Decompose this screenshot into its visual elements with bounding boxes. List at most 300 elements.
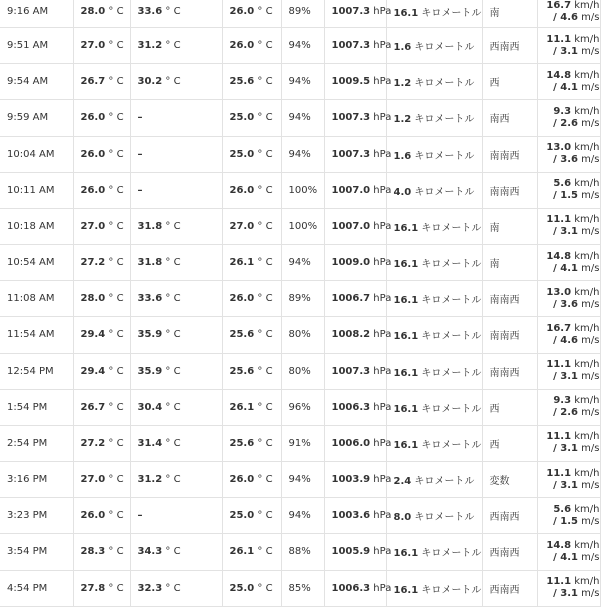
wind-speed-kmh bbox=[546, 70, 599, 81]
time-cell bbox=[0, 317, 73, 353]
celsius-unit: C bbox=[265, 220, 273, 232]
temperature-value: 27.2 bbox=[80, 437, 106, 449]
celsius-unit: C bbox=[116, 582, 124, 594]
pressure-cell bbox=[324, 28, 392, 64]
time-cell bbox=[0, 462, 73, 498]
celsius-unit: C bbox=[173, 76, 181, 88]
dew-point-cell bbox=[222, 389, 281, 425]
wind-speed-ms bbox=[545, 190, 600, 202]
ms-unit: m/s bbox=[581, 479, 600, 491]
heat-index-value: – bbox=[137, 112, 143, 124]
heat-index-cell bbox=[130, 64, 222, 100]
dew-point-cell bbox=[222, 172, 281, 208]
degree-sign: ° bbox=[165, 329, 171, 341]
wind-direction-value: 西南西 bbox=[489, 548, 520, 560]
ms-unit: m/s bbox=[581, 226, 600, 238]
dew-point-cell bbox=[222, 64, 281, 100]
dew-point-cell bbox=[222, 498, 281, 534]
wind-speed-ms bbox=[545, 443, 600, 455]
temperature-cell bbox=[73, 353, 130, 389]
visibility-cell bbox=[386, 570, 482, 606]
heat-index-value: 30.2 bbox=[137, 76, 163, 88]
celsius-unit: C bbox=[116, 510, 124, 522]
humidity-cell bbox=[281, 498, 324, 534]
temperature-value: 28.3 bbox=[80, 546, 106, 558]
time-cell bbox=[0, 353, 73, 389]
visibility-value: 8.0 bbox=[393, 512, 412, 524]
visibility-cell bbox=[386, 100, 482, 136]
temperature-cell bbox=[73, 172, 130, 208]
wind-direction-cell bbox=[482, 389, 537, 425]
degree-sign: ° bbox=[257, 76, 263, 88]
kmh-unit: km/h bbox=[574, 178, 600, 190]
dew-point-value: 26.1 bbox=[229, 257, 255, 269]
ms-unit: m/s bbox=[581, 443, 600, 455]
time-value: 4:54 PM bbox=[7, 582, 48, 594]
wind-kmh-value: 11.1 bbox=[546, 214, 572, 226]
degree-sign: ° bbox=[257, 365, 263, 377]
wind-kmh-value: 11.1 bbox=[546, 467, 572, 479]
visibility-cell bbox=[386, 389, 482, 425]
visibility-value: 16.1 bbox=[393, 222, 419, 234]
pressure-value: 1007.3 bbox=[331, 365, 371, 377]
visibility-cell bbox=[386, 172, 482, 208]
temperature-cell bbox=[73, 100, 130, 136]
dew-point-value: 26.0 bbox=[229, 474, 255, 486]
wind-direction-cell bbox=[482, 100, 537, 136]
ms-unit: m/s bbox=[581, 371, 600, 383]
degree-sign: ° bbox=[257, 582, 263, 594]
degree-sign: ° bbox=[108, 76, 114, 88]
humidity-value: 96% bbox=[288, 401, 311, 413]
time-cell bbox=[0, 136, 73, 172]
celsius-unit: C bbox=[116, 40, 124, 52]
celsius-unit: C bbox=[265, 510, 273, 522]
dew-point-value: 25.0 bbox=[229, 510, 255, 522]
wind-speed-kmh bbox=[553, 395, 599, 406]
hpa-unit: hPa bbox=[373, 6, 392, 17]
humidity-cell bbox=[281, 281, 324, 317]
wind-ms-value: / 3.1 bbox=[553, 479, 578, 491]
wind-speed-ms bbox=[545, 552, 600, 564]
dew-point-cell bbox=[222, 136, 281, 172]
heat-index-cell bbox=[130, 570, 222, 606]
temperature-value: 29.4 bbox=[80, 329, 106, 341]
wind-direction-cell bbox=[482, 570, 537, 606]
time-value: 9:54 AM bbox=[7, 76, 49, 88]
wind-speed-kmh bbox=[546, 431, 599, 442]
hpa-unit: hPa bbox=[373, 293, 392, 305]
table-row bbox=[0, 245, 600, 281]
wind-direction-cell bbox=[482, 498, 537, 534]
wind-ms-value: / 3.1 bbox=[553, 371, 578, 383]
celsius-unit: C bbox=[265, 148, 273, 160]
wind-direction-value: 西南西 bbox=[489, 512, 520, 524]
hpa-unit: hPa bbox=[373, 76, 392, 88]
wind-ms-value: / 1.5 bbox=[553, 190, 578, 202]
degree-sign: ° bbox=[165, 437, 171, 449]
wind-kmh-value: 5.6 bbox=[553, 178, 572, 190]
table-row bbox=[0, 389, 600, 425]
degree-sign: ° bbox=[108, 6, 114, 17]
celsius-unit: C bbox=[173, 40, 181, 52]
visibility-cell bbox=[386, 281, 482, 317]
ms-unit: m/s bbox=[581, 81, 600, 93]
km-unit: キロメートル bbox=[421, 331, 482, 343]
time-value: 2:54 PM bbox=[7, 437, 48, 449]
visibility-value: 1.2 bbox=[393, 78, 412, 90]
celsius-unit: C bbox=[173, 293, 181, 305]
km-unit: キロメートル bbox=[421, 403, 482, 415]
wind-ms-value: / 3.6 bbox=[553, 298, 578, 310]
visibility-value: 16.1 bbox=[393, 584, 419, 596]
humidity-cell bbox=[281, 64, 324, 100]
time-value: 9:51 AM bbox=[7, 40, 49, 52]
degree-sign: ° bbox=[257, 257, 263, 269]
temperature-cell bbox=[73, 498, 130, 534]
temperature-cell bbox=[73, 534, 130, 570]
visibility-cell bbox=[386, 245, 482, 281]
heat-index-value: 31.2 bbox=[137, 40, 163, 52]
celsius-unit: C bbox=[265, 437, 273, 449]
time-value: 3:16 PM bbox=[7, 474, 48, 486]
heat-index-value: 31.8 bbox=[137, 257, 163, 269]
degree-sign: ° bbox=[257, 6, 263, 17]
kmh-unit: km/h bbox=[574, 359, 600, 371]
heat-index-cell bbox=[130, 136, 222, 172]
celsius-unit: C bbox=[173, 582, 181, 594]
wind-speed-cell bbox=[537, 136, 600, 172]
pressure-cell bbox=[324, 498, 392, 534]
dew-point-value: 26.1 bbox=[229, 401, 255, 413]
degree-sign: ° bbox=[165, 401, 171, 413]
visibility-value: 1.6 bbox=[393, 42, 412, 54]
humidity-value: 85% bbox=[288, 582, 311, 594]
wind-speed-kmh bbox=[546, 359, 599, 370]
heat-index-value: 35.9 bbox=[137, 329, 163, 341]
celsius-unit: C bbox=[265, 582, 273, 594]
pressure-value: 1007.0 bbox=[331, 184, 371, 196]
wind-kmh-value: 14.8 bbox=[546, 250, 572, 262]
dew-point-cell bbox=[222, 534, 281, 570]
wind-kmh-value: 13.0 bbox=[546, 142, 572, 154]
kmh-unit: km/h bbox=[574, 322, 600, 334]
time-value: 3:54 PM bbox=[7, 546, 48, 558]
heat-index-cell bbox=[130, 534, 222, 570]
celsius-unit: C bbox=[173, 220, 181, 232]
table-row bbox=[0, 462, 600, 498]
km-unit: キロメートル bbox=[414, 512, 475, 524]
temperature-cell bbox=[73, 389, 130, 425]
humidity-value: 91% bbox=[288, 437, 311, 449]
dew-point-value: 25.6 bbox=[229, 76, 255, 88]
ms-unit: m/s bbox=[581, 45, 600, 57]
humidity-value: 100% bbox=[288, 220, 318, 232]
degree-sign: ° bbox=[257, 437, 263, 449]
heat-index-cell bbox=[130, 0, 222, 28]
wind-kmh-value: 16.7 bbox=[546, 322, 572, 334]
hpa-unit: hPa bbox=[373, 437, 392, 449]
dew-point-cell bbox=[222, 245, 281, 281]
heat-index-value: 31.4 bbox=[137, 437, 163, 449]
dew-point-value: 26.0 bbox=[229, 293, 255, 305]
wind-speed-kmh bbox=[546, 142, 599, 153]
ms-unit: m/s bbox=[581, 117, 600, 129]
kmh-unit: km/h bbox=[574, 395, 600, 407]
humidity-cell bbox=[281, 534, 324, 570]
wind-direction-value: 南南西 bbox=[489, 150, 520, 162]
degree-sign: ° bbox=[108, 293, 114, 305]
visibility-cell bbox=[386, 0, 482, 28]
celsius-unit: C bbox=[173, 329, 181, 341]
temperature-value: 27.2 bbox=[80, 257, 106, 269]
dew-point-value: 25.0 bbox=[229, 112, 255, 124]
celsius-unit: C bbox=[116, 112, 124, 124]
dew-point-cell bbox=[222, 462, 281, 498]
temperature-cell bbox=[73, 570, 130, 606]
temperature-value: 29.4 bbox=[80, 365, 106, 377]
dew-point-cell bbox=[222, 317, 281, 353]
time-cell bbox=[0, 245, 73, 281]
heat-index-cell bbox=[130, 462, 222, 498]
temperature-value: 28.0 bbox=[80, 293, 106, 305]
km-unit: キロメートル bbox=[421, 439, 482, 451]
kmh-unit: km/h bbox=[574, 250, 600, 262]
pressure-cell bbox=[324, 389, 392, 425]
heat-index-value: 33.6 bbox=[137, 293, 163, 305]
hpa-unit: hPa bbox=[373, 546, 392, 558]
heat-index-value: – bbox=[137, 184, 143, 196]
degree-sign: ° bbox=[257, 474, 263, 486]
pressure-value: 1007.3 bbox=[331, 112, 371, 124]
km-unit: キロメートル bbox=[414, 114, 475, 126]
dew-point-cell bbox=[222, 100, 281, 136]
wind-direction-value: 南西 bbox=[489, 114, 510, 126]
pressure-cell bbox=[324, 136, 392, 172]
celsius-unit: C bbox=[265, 184, 273, 196]
degree-sign: ° bbox=[108, 329, 114, 341]
kmh-unit: km/h bbox=[574, 576, 600, 588]
heat-index-value: – bbox=[137, 148, 143, 160]
wind-speed-cell bbox=[537, 462, 600, 498]
degree-sign: ° bbox=[165, 546, 171, 558]
pressure-cell bbox=[324, 570, 392, 606]
wind-speed-ms bbox=[545, 588, 600, 600]
celsius-unit: C bbox=[173, 546, 181, 558]
dew-point-value: 25.6 bbox=[229, 329, 255, 341]
km-unit: キロメートル bbox=[421, 8, 482, 19]
visibility-value: 16.1 bbox=[393, 548, 419, 560]
pressure-cell bbox=[324, 245, 392, 281]
wind-direction-cell bbox=[482, 136, 537, 172]
dew-point-cell bbox=[222, 353, 281, 389]
celsius-unit: C bbox=[265, 6, 273, 17]
hpa-unit: hPa bbox=[373, 184, 392, 196]
wind-direction-value: 西南西 bbox=[489, 42, 520, 54]
celsius-unit: C bbox=[265, 474, 273, 486]
ms-unit: m/s bbox=[581, 154, 600, 166]
degree-sign: ° bbox=[257, 220, 263, 232]
celsius-unit: C bbox=[265, 293, 273, 305]
heat-index-value: 31.8 bbox=[137, 220, 163, 232]
degree-sign: ° bbox=[165, 365, 171, 377]
celsius-unit: C bbox=[173, 474, 181, 486]
heat-index-cell bbox=[130, 498, 222, 534]
humidity-cell bbox=[281, 317, 324, 353]
hpa-unit: hPa bbox=[373, 40, 392, 52]
time-cell bbox=[0, 425, 73, 461]
celsius-unit: C bbox=[116, 329, 124, 341]
wind-direction-cell bbox=[482, 172, 537, 208]
km-unit: キロメートル bbox=[414, 42, 475, 54]
degree-sign: ° bbox=[257, 401, 263, 413]
temperature-value: 27.8 bbox=[80, 582, 106, 594]
time-value: 12:54 PM bbox=[7, 365, 54, 377]
pressure-value: 1009.0 bbox=[331, 257, 371, 269]
humidity-cell bbox=[281, 28, 324, 64]
km-unit: キロメートル bbox=[414, 186, 475, 198]
wind-speed-kmh bbox=[553, 504, 599, 515]
table-row bbox=[0, 208, 600, 244]
celsius-unit: C bbox=[173, 401, 181, 413]
degree-sign: ° bbox=[108, 437, 114, 449]
kmh-unit: km/h bbox=[574, 503, 600, 515]
pressure-cell bbox=[324, 64, 392, 100]
wind-speed-cell bbox=[537, 64, 600, 100]
kmh-unit: km/h bbox=[574, 214, 600, 226]
time-cell bbox=[0, 172, 73, 208]
wind-ms-value: / 3.1 bbox=[553, 443, 578, 455]
degree-sign: ° bbox=[108, 546, 114, 558]
temperature-cell bbox=[73, 136, 130, 172]
humidity-cell bbox=[281, 172, 324, 208]
pressure-value: 1003.6 bbox=[331, 510, 371, 522]
visibility-cell bbox=[386, 462, 482, 498]
dew-point-cell bbox=[222, 0, 281, 28]
humidity-cell bbox=[281, 208, 324, 244]
wind-ms-value: / 1.5 bbox=[553, 515, 578, 527]
pressure-value: 1009.5 bbox=[331, 76, 371, 88]
table-row bbox=[0, 28, 600, 64]
km-unit: キロメートル bbox=[414, 476, 475, 488]
celsius-unit: C bbox=[265, 365, 273, 377]
wind-speed-kmh bbox=[546, 576, 599, 587]
wind-speed-ms bbox=[545, 371, 600, 383]
dew-point-value: 25.6 bbox=[229, 437, 255, 449]
degree-sign: ° bbox=[257, 546, 263, 558]
visibility-value: 16.1 bbox=[393, 295, 419, 307]
wind-speed-cell bbox=[537, 28, 600, 64]
temperature-cell bbox=[73, 0, 130, 28]
celsius-unit: C bbox=[116, 474, 124, 486]
wind-direction-cell bbox=[482, 28, 537, 64]
wind-kmh-value: 16.7 bbox=[546, 0, 572, 11]
degree-sign: ° bbox=[108, 365, 114, 377]
visibility-cell bbox=[386, 208, 482, 244]
humidity-cell bbox=[281, 136, 324, 172]
celsius-unit: C bbox=[116, 365, 124, 377]
celsius-unit: C bbox=[265, 401, 273, 413]
heat-index-value: 32.3 bbox=[137, 582, 163, 594]
dew-point-value: 26.0 bbox=[229, 184, 255, 196]
km-unit: キロメートル bbox=[421, 367, 482, 379]
celsius-unit: C bbox=[116, 220, 124, 232]
celsius-unit: C bbox=[173, 437, 181, 449]
humidity-value: 94% bbox=[288, 76, 311, 88]
visibility-value: 1.2 bbox=[393, 114, 412, 126]
time-value: 10:04 AM bbox=[7, 148, 55, 160]
wind-ms-value: / 4.6 bbox=[553, 11, 578, 23]
table-row bbox=[0, 317, 600, 353]
visibility-value: 16.1 bbox=[393, 8, 419, 19]
humidity-value: 94% bbox=[288, 148, 311, 160]
degree-sign: ° bbox=[257, 148, 263, 160]
celsius-unit: C bbox=[265, 40, 273, 52]
temperature-value: 26.7 bbox=[80, 401, 106, 413]
wind-kmh-value: 11.1 bbox=[546, 576, 572, 588]
wind-direction-value: 変数 bbox=[489, 476, 510, 488]
wind-speed-cell bbox=[537, 100, 600, 136]
degree-sign: ° bbox=[165, 6, 171, 17]
celsius-unit: C bbox=[116, 76, 124, 88]
wind-direction-cell bbox=[482, 281, 537, 317]
temperature-value: 26.7 bbox=[80, 76, 106, 88]
temperature-cell bbox=[73, 28, 130, 64]
time-value: 10:18 AM bbox=[7, 220, 55, 232]
wind-direction-value: 南 bbox=[489, 8, 500, 19]
temperature-value: 26.0 bbox=[80, 148, 106, 160]
humidity-cell bbox=[281, 462, 324, 498]
wind-ms-value: / 4.1 bbox=[553, 262, 578, 274]
humidity-cell bbox=[281, 570, 324, 606]
time-value: 10:11 AM bbox=[7, 184, 55, 196]
pressure-value: 1008.2 bbox=[331, 329, 371, 341]
time-value: 11:08 AM bbox=[7, 293, 55, 305]
wind-direction-value: 南南西 bbox=[489, 186, 520, 198]
degree-sign: ° bbox=[257, 293, 263, 305]
ms-unit: m/s bbox=[581, 298, 600, 310]
degree-sign: ° bbox=[257, 40, 263, 52]
degree-sign: ° bbox=[165, 257, 171, 269]
humidity-value: 89% bbox=[288, 6, 311, 17]
celsius-unit: C bbox=[265, 76, 273, 88]
time-cell bbox=[0, 498, 73, 534]
wind-direction-value: 西 bbox=[489, 403, 500, 415]
wind-speed-cell bbox=[537, 281, 600, 317]
wind-kmh-value: 11.1 bbox=[546, 359, 572, 371]
degree-sign: ° bbox=[108, 582, 114, 594]
humidity-value: 94% bbox=[288, 112, 311, 124]
hpa-unit: hPa bbox=[373, 329, 392, 341]
wind-speed-ms bbox=[545, 299, 600, 311]
degree-sign: ° bbox=[257, 329, 263, 341]
degree-sign: ° bbox=[165, 76, 171, 88]
km-unit: キロメートル bbox=[421, 584, 482, 596]
humidity-value: 100% bbox=[288, 184, 318, 196]
celsius-unit: C bbox=[265, 257, 273, 269]
ms-unit: m/s bbox=[581, 551, 600, 563]
visibility-value: 16.1 bbox=[393, 403, 419, 415]
wind-speed-kmh bbox=[553, 178, 599, 189]
time-cell bbox=[0, 570, 73, 606]
wind-direction-value: 南 bbox=[489, 259, 500, 271]
table-row bbox=[0, 0, 600, 28]
degree-sign: ° bbox=[108, 257, 114, 269]
visibility-cell bbox=[386, 317, 482, 353]
time-cell bbox=[0, 0, 73, 28]
table-row bbox=[0, 281, 600, 317]
wind-ms-value: / 4.6 bbox=[553, 334, 578, 346]
